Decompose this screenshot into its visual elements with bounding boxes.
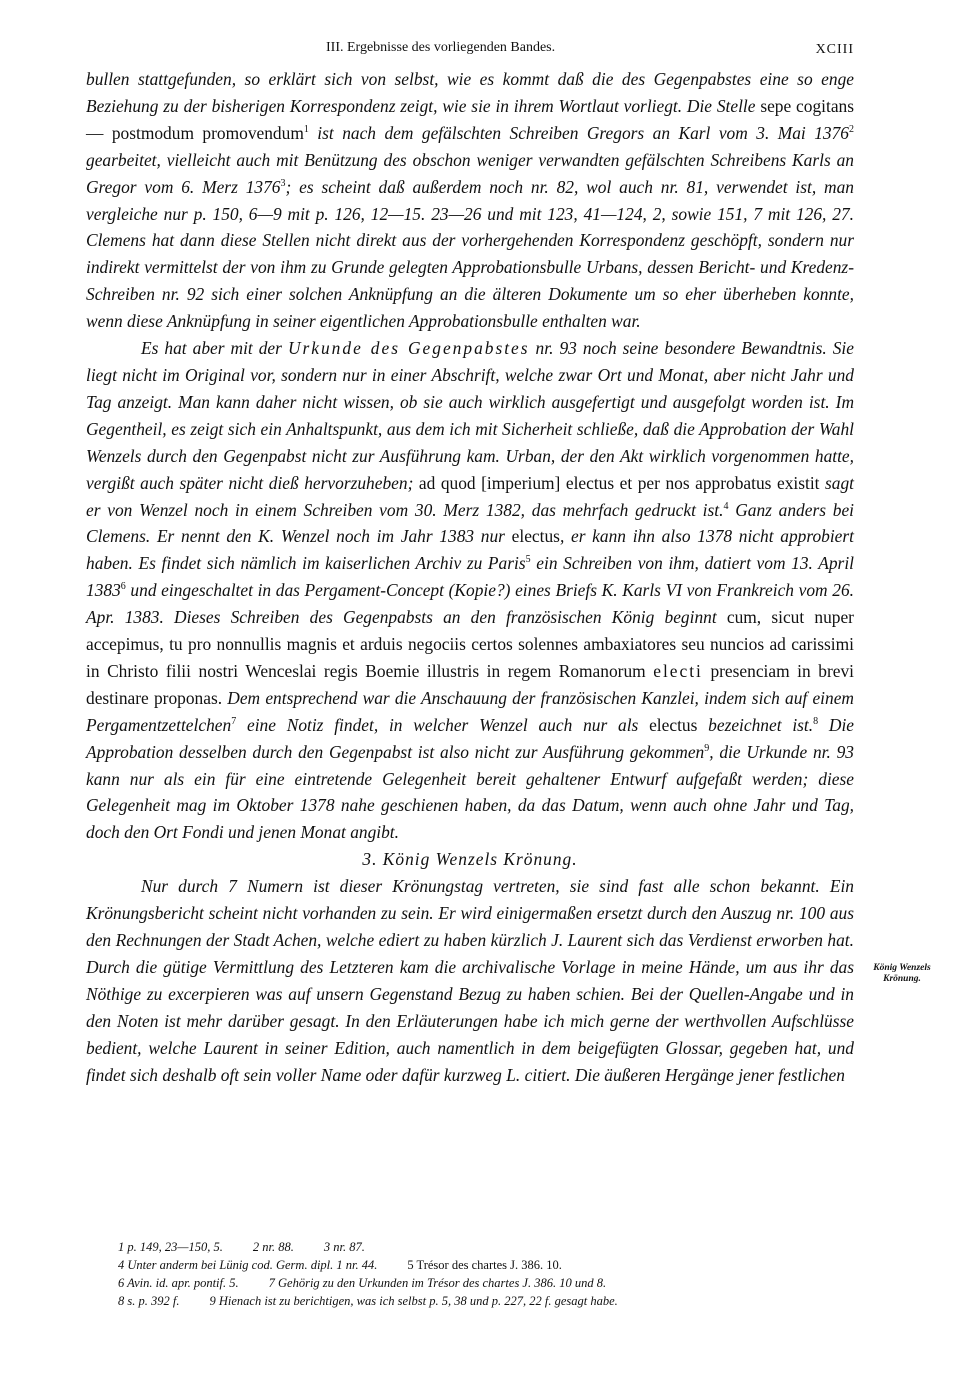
footnote-8: 8 s. p. 392 f.	[118, 1294, 180, 1308]
footnote-1: 1 p. 149, 23—150, 5.	[118, 1240, 223, 1254]
footnote-line-1	[118, 1238, 858, 1256]
footnote-6: 6 Avin. id. apr. pontif. 5.	[118, 1276, 239, 1290]
footnote-7: 7 Gehörig zu den Urkunden im Trésor des chartes J. 386. 10 und 8.	[268, 1276, 607, 1290]
section-heading: 3. König Wenzels Krönung.	[362, 849, 578, 870]
footnotes	[118, 1238, 858, 1310]
paragraph-3: Nur durch 7 Numern ist dieser Krönungstag vertreten, sie sind fast alle schon bekannt. Ein Krönungsbericht scheint nicht vorhanden zu sein. Er wird einigermaßen ersetzt durch den Auszug nr. 100 aus den Rechnungen der Stadt Achen, welche ediert zu haben kürzlich J. Laurent sich das Verdienst erworben hat. Durch die gütige Vermittlung des Letzteren kam die archivalische Vorlage in meine Hände, um aus ihr das Nöthige zu excerpieren was auf unsern Gegenstand Bezug zu haben schien. Bei der Quellen-Angabe und in den Noten ist mehr darüber gesagt. In den Erläuterungen habe ich mich gerne der werthvollen Aufschlüsse bedient, welche Laurent in seiner Edition, auch namentlich in dem beigefügten Glossar, gegeben hat, und findet sich deshalb oft sein voller Name oder dafür kurzweg L. citiert. Die äußeren Hergänge jener festlichen	[86, 876, 854, 1085]
footnote-line-3	[118, 1274, 858, 1292]
footnote-line-2	[118, 1256, 858, 1274]
paragraph-2: Es hat aber mit der Urkunde des Gegenpabstes nr. 93 noch seine besondere Bewandtnis. Sie liegt nicht im Original vor, sondern nur in einer Abschrift, welche zwar Ort und Monat, aber nicht Jahr und Tag anzeigt. Man kann daher nicht wissen, ob sie auch wirklich ausgefertigt und ausgefolgt worden ist. Im Gegentheil, es zeigt sich ein Anhaltspunkt, aus dem ich mit Sicherheit schließe, daß die Approbation der Wahl Wenzels durch den Gegenpabst nicht zur Ausführung kam. Urban, der den Akt wirklich vorgenommen hatte, vergißt auch später nicht dieß hervorzuheben; ad quod [imperium] electus et per nos approbatus existit sagt er von Wenzel noch in einem Schreiben vom 30. Merz 1382, das mehrfach gedruckt ist.$^4$ Ganz anders bei Clemens. Er nennt den K. Wenzel noch im Jahr 1383 nur electus, er kann ihn also 1378 nicht approbiert haben. Es findet sich nämlich im kaiserlichen Archiv zu Paris$^5$ ein Schreiben von ihm, datiert vom 13. April 1383$^6$ und eingeschaltet in das Pergament-Concept (Kopie?) eines Briefs K. Karls VI von Frankreich vom 26. Apr. 1383. Dieses Schreiben des Gegenpabsts an den französischen König beginnt cum, sicut nuper accepimus, tu pro nonnullis magnis et arduis negociis certos solennes ambaxiatores seu nuncios ad carissimi in Christo filii nostri Wenceslai regis Boemie illustris in regem Romanorum electi presenciam in brevi destinare proponas. Dem entsprechend war die Anschauung der französischen Kanzlei, indem sich auf einem Pergamentzettelchen$^7$ eine Notiz findet, in welcher Wenzel auch nur als electus bezeichnet ist.$^8$ Die Approbation desselben durch den Gegenpabst ist also nicht zur Ausführung gekommen$^9$, die Urkunde nr. 93 kann nur als ein für eine eintretende Gelegenheit bereit gehaltener Entwurf aufgefaßt werden; diese Gelegenheit mag im Oktober 1378 nahe geschienen haben, da das Datum, wenn auch ohne Jahr und Tag, doch den Ort Fondi und jenen Monat angibt.	[86, 338, 855, 843]
margin-note: König Wenzels Krönung.	[873, 963, 931, 984]
body-text	[86, 66, 854, 1088]
page-number: XCIII	[815, 42, 854, 57]
footnote-4: 4 Unter anderm bei Lünig cod. Germ. dipl. 1 nr. 44.	[118, 1258, 378, 1272]
footnote-9: 9 Hienach ist zu berichtigen, was ich selbst p. 5, 38 und p. 227, 22 f. gesagt habe.	[209, 1294, 618, 1308]
footnote-line-4	[118, 1292, 858, 1310]
paragraph-1: bullen stattgefunden, so erklärt sich von selbst, wie es kommt daß die des Gegenpabstes eine so enge Beziehung zu der bisherigen Korrespondenz zeigt, wie sie in ihrem Wortlaut vorliegt. Die Stelle sepe cogitans — postmodum promovendum$^1$ ist nach dem gefälschten Schreiben Gregors an Karl vom 3. Mai 1376$^2$ gearbeitet, vielleicht auch mit Benützung des obschon weniger verwandten gefälschten Schreibens Karls an Gregor vom 6. Merz 1376$^3$; es scheint daß außerdem noch nr. 82, wol auch nr. 81, verwendet ist, man vergleiche nur p. 150, 6—9 mit p. 126, 12—15. 23—26 und mit 123, 41—124, 2, sowie 151, 7 mit 126, 27. Clemens hat dann diese Stellen nicht direkt aus der vorhergehenden Korrespondenz geschöpft, sondern nur indirekt vermittelst der von ihm zu Grunde gelegten Approbationsbulle Urbans, dessen Bericht- und Kredenz-Schreiben nr. 92 sich einer solchen Anknüpfung an die älteren Dokumente um so eher überheben konnte, wenn diese Anknüpfung in seiner eigentlichen Approbationsbulle enthalten war.	[86, 69, 854, 332]
footnote-5: 5 Trésor des chartes J. 386. 10.	[407, 1258, 562, 1272]
footnote-2: 2 nr. 88.	[252, 1240, 294, 1254]
page	[86, 36, 854, 1088]
header-title: III. Ergebnisse des vorliegenden Bandes.	[326, 40, 556, 55]
footnote-3: 3 nr. 87.	[323, 1240, 365, 1254]
running-header	[86, 36, 854, 66]
